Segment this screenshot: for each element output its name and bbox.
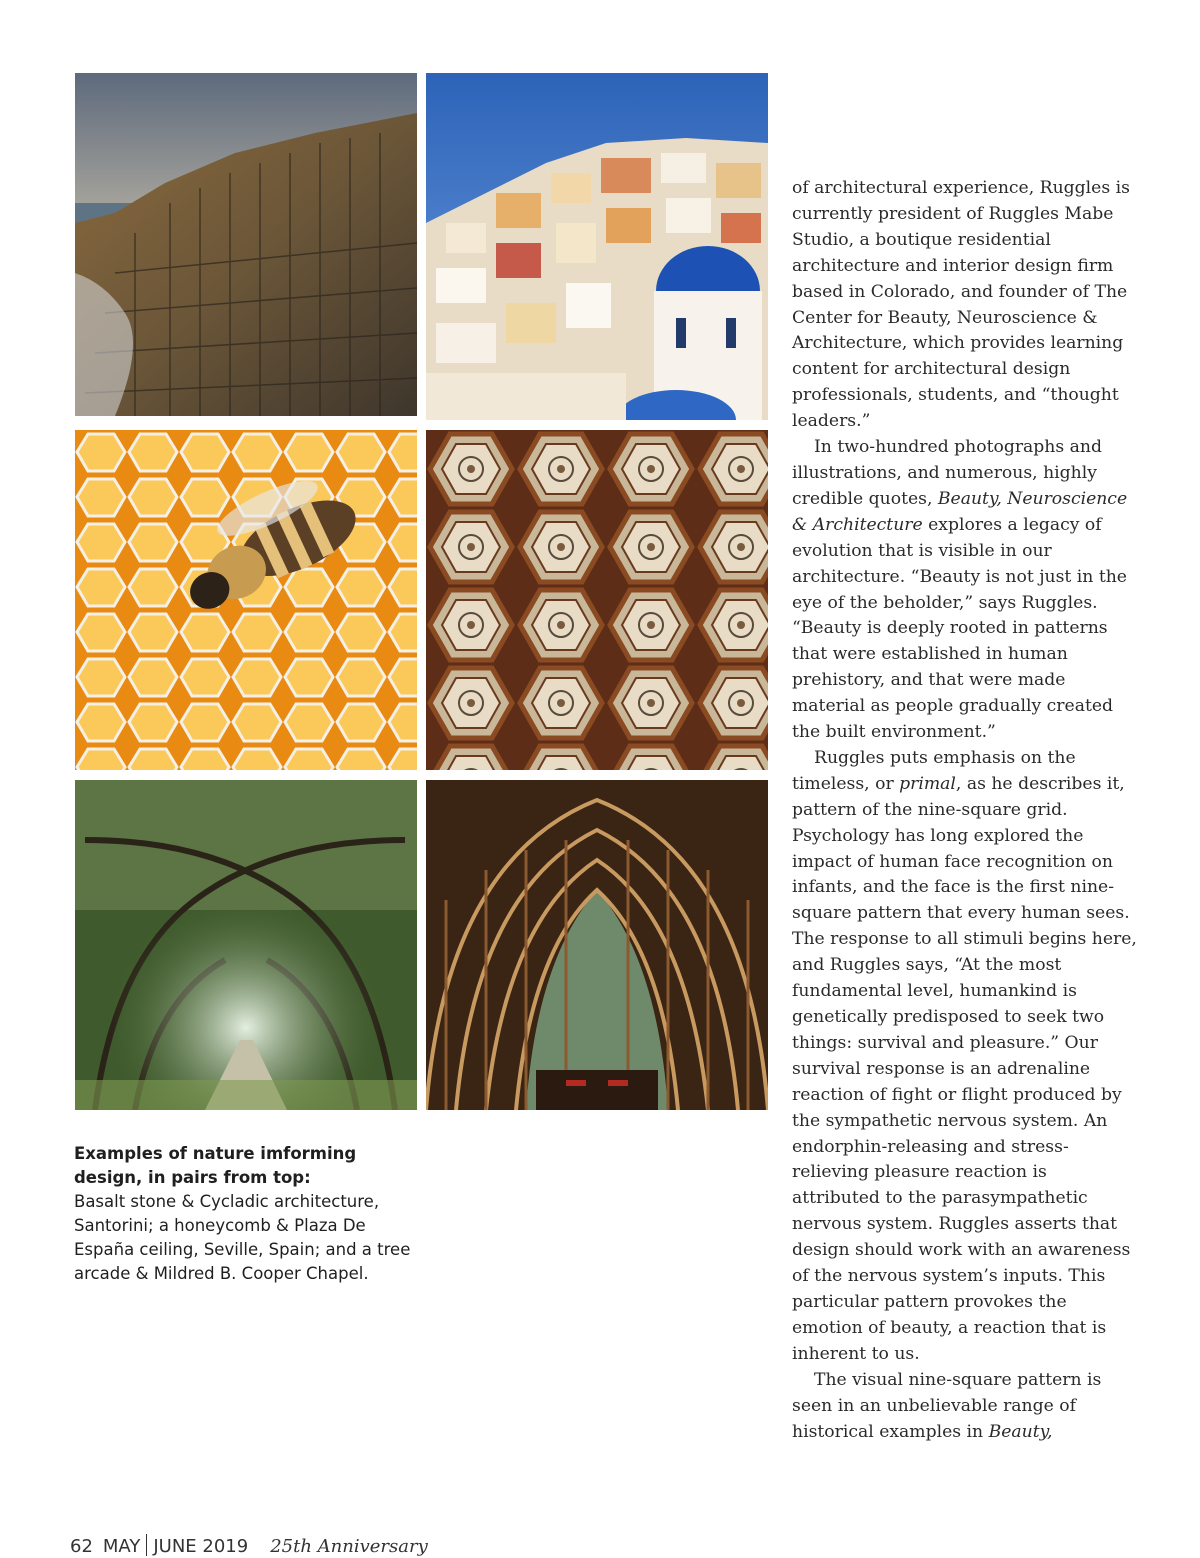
basalt-stone-photo: [75, 73, 417, 416]
plaza-de-espana-ceiling-photo: [426, 430, 768, 770]
mildred-b-cooper-chapel-photo: [426, 780, 768, 1110]
page-footer: [70, 1534, 428, 1557]
caption-title: Examples of nature imforming design, in pairs from top:: [74, 1144, 357, 1187]
article-paragraph: The visual nine-square pattern is seen in an unbelievable range of historical examples in Beauty,: [792, 1369, 1102, 1442]
page-number: 62: [70, 1536, 93, 1557]
tree-arcade-photo: [75, 780, 417, 1110]
article-paragraph: In two-hundred photographs and illustrations, and numerous, highly credible quotes, Beauty, Neuroscience & Architecture explores a legacy of evolution that is visible in our architecture. “Beauty is not just in the eye of the beholder,” says Ruggles. “Beauty is deeply rooted in patterns that were established in human prehistory, and that were made material as people gradually created the built environment.”: [792, 437, 1128, 743]
caption-body: Basalt stone & Cycladic architecture, Santorini; a honeycomb & Plaza De España ceiling, Seville, Spain; and a tree arcade & Mildred B. Cooper Chapel.: [74, 1192, 411, 1283]
book-title: Beauty,: [988, 1421, 1053, 1442]
edition-label: 25th Anniversary: [270, 1536, 428, 1557]
photo-caption: [74, 1142, 414, 1286]
issue-date: JUNE 2019: [153, 1536, 249, 1557]
issue-month: MAY: [102, 1536, 141, 1557]
honeycomb-photo: [75, 430, 417, 770]
book-title: Beauty, Neuroscience & Architecture: [792, 488, 1128, 535]
footer-divider: [146, 1534, 147, 1556]
article-column: [792, 176, 1137, 1445]
santorini-photo: [426, 73, 768, 420]
article-paragraph: Ruggles puts emphasis on the timeless, or primal, as he describes it, pattern of the nine-square grid. Psychology has long explored the impact of human face recognition on infants, and the face is the first nine-square pattern that every human sees. The response to all stimuli begins here, and Ruggles says, “At the most fundamental level, humankind is genetically predisposed to seek two things: survival and pleasure.” Our survival response is an adrenaline reaction of fight or flight produced by the sympathetic nervous system. An endorphin-releasing and stress-relieving pleasure reaction is attributed to the parasympathetic nervous system. Ruggles asserts that design should work with an awareness of the nervous system’s inputs. This particular pattern provokes the emotion of beauty, a reaction that is inherent to us.: [792, 747, 1137, 1364]
article-paragraph: of architectural experience, Ruggles is currently president of Ruggles Mabe Studio, a boutique residential architecture and interior design firm based in Colorado, and founder of The Center for Beauty, Neuroscience & Architecture, which provides learning content for architectural design professionals, students, and “thought leaders.”: [792, 178, 1130, 432]
emphasis: primal: [899, 773, 956, 794]
